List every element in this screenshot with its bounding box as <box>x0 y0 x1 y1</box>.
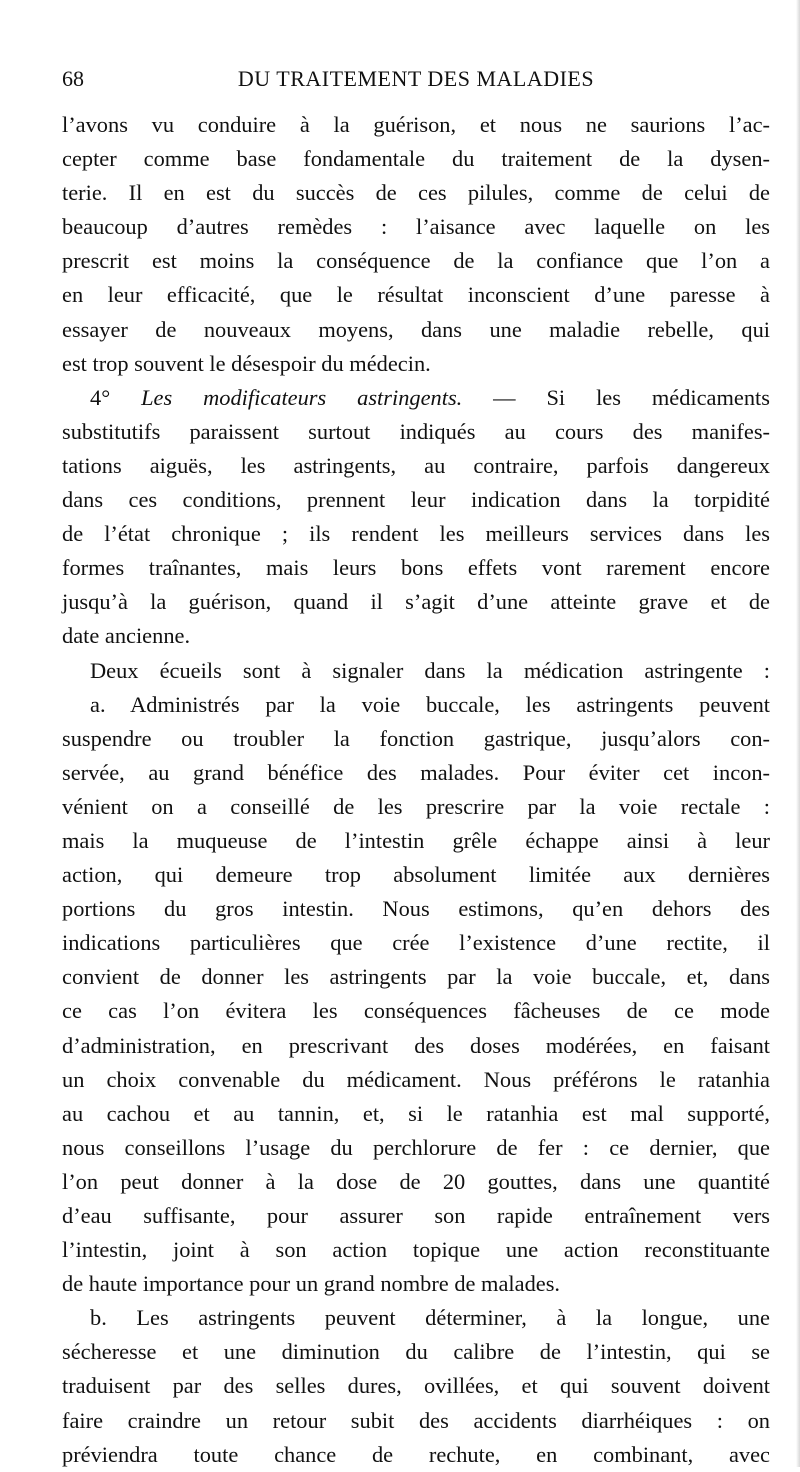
running-title: DU TRAITEMENT DES MALADIES <box>237 66 595 91</box>
text-line: préviendra toute chance de rechute, en combinant, avec <box>62 1441 770 1467</box>
text-line: en leur efficacité, que le résultat inconscient d’une paresse à <box>62 282 770 308</box>
text-line: l’avons vu conduire à la guérison, et nous ne saurions l’ac- <box>62 112 770 137</box>
text-line: date ancienne. <box>62 623 191 649</box>
text-line: convient de donner les astringents par la voie buccale, et, dans <box>62 964 770 990</box>
text-line: prescrit est moins la conséquence de la confiance que l’on a <box>62 248 770 274</box>
text-line: au cachou et au tannin, et, si le ratanhia est mal supporté, <box>62 1100 770 1126</box>
text-line: de haute importance pour un grand nombre de malades. <box>62 1271 561 1297</box>
text-line: vénient on a conseillé de les prescrire par la voie rectale : <box>62 793 770 819</box>
text-line: est trop souvent le désespoir du médecin. <box>62 350 431 376</box>
text-line: Deux écueils sont à signaler dans la médication astringente : <box>90 657 770 683</box>
text-line: l’intestin, joint à son action topique une action reconstituante <box>62 1237 770 1263</box>
text-line: indications particulières que crée l’existence d’une rectite, il <box>62 930 770 956</box>
text-line: portions du gros intestin. Nous estimons, qu’en dehors des <box>62 896 770 922</box>
text-line: cepter comme base fondamentale du traitement de la dysen- <box>62 146 770 172</box>
text-line: mais la muqueuse de l’intestin grêle échappe ainsi à leur <box>62 827 770 853</box>
text-line: formes traînantes, mais leurs bons effets vont rarement encore <box>62 555 770 581</box>
section-heading-line <box>62 381 770 415</box>
text-line: l’on peut donner à la dose de 20 gouttes, dans une quantité <box>62 1168 770 1194</box>
text-line: dans ces conditions, prennent leur indication dans la torpidité <box>62 487 770 513</box>
page-header <box>62 66 770 100</box>
section-title: Les modificateurs astringents. <box>141 384 463 410</box>
text-line: a. Administrés par la voie buccale, les astringents peuvent <box>90 691 770 717</box>
page-edge-shadow <box>796 0 800 1467</box>
text-line: terie. Il en est du succès de ces pilules, comme de celui de <box>62 180 770 206</box>
text-line: d’eau suffisante, pour assurer son rapide entraînement vers <box>62 1203 770 1228</box>
section-number: 4° <box>90 384 111 410</box>
page-number: 68 <box>62 66 84 91</box>
text-line: suspendre ou troubler la fonction gastrique, jusqu’alors con- <box>62 725 770 751</box>
text-line: de l’état chronique ; ils rendent les meilleurs services dans les <box>62 521 770 547</box>
section-heading-rest: — Si les médicaments <box>462 384 770 410</box>
text-line: beaucoup d’autres remèdes : l’aisance avec laquelle on les <box>62 214 770 240</box>
text-line: nous conseillons l’usage du perchlorure de fer : ce dernier, que <box>62 1134 770 1160</box>
text-line: ce cas l’on évitera les conséquences fâcheuses de ce mode <box>62 998 770 1024</box>
text-line: essayer de nouveaux moyens, dans une maladie rebelle, qui <box>62 316 770 342</box>
text-line: sécheresse et une diminution du calibre de l’intestin, qui se <box>62 1339 770 1365</box>
text-line: b. Les astringents peuvent déterminer, à la longue, une <box>90 1305 770 1331</box>
text-line: jusqu’à la guérison, quand il s’agit d’une atteinte grave et de <box>62 589 770 615</box>
text-line: action, qui demeure trop absolument limitée aux dernières <box>62 862 770 888</box>
text-line: servée, au grand bénéfice des malades. Pour éviter cet incon- <box>62 759 770 785</box>
text-line: traduisent par des selles dures, ovillées, et qui souvent doivent <box>62 1373 770 1399</box>
text-line: tations aiguës, les astringents, au contraire, parfois dangereux <box>62 452 770 478</box>
body-text <box>62 108 770 1472</box>
text-line: faire craindre un retour subit des accidents diarrhéiques : on <box>62 1407 770 1433</box>
text-line: un choix convenable du médicament. Nous préférons le ratanhia <box>62 1066 770 1092</box>
text-line: substitutifs paraissent surtout indiqués au cours des manifes- <box>62 418 770 444</box>
text-line: d’administration, en prescrivant des doses modérées, en faisant <box>62 1032 770 1058</box>
